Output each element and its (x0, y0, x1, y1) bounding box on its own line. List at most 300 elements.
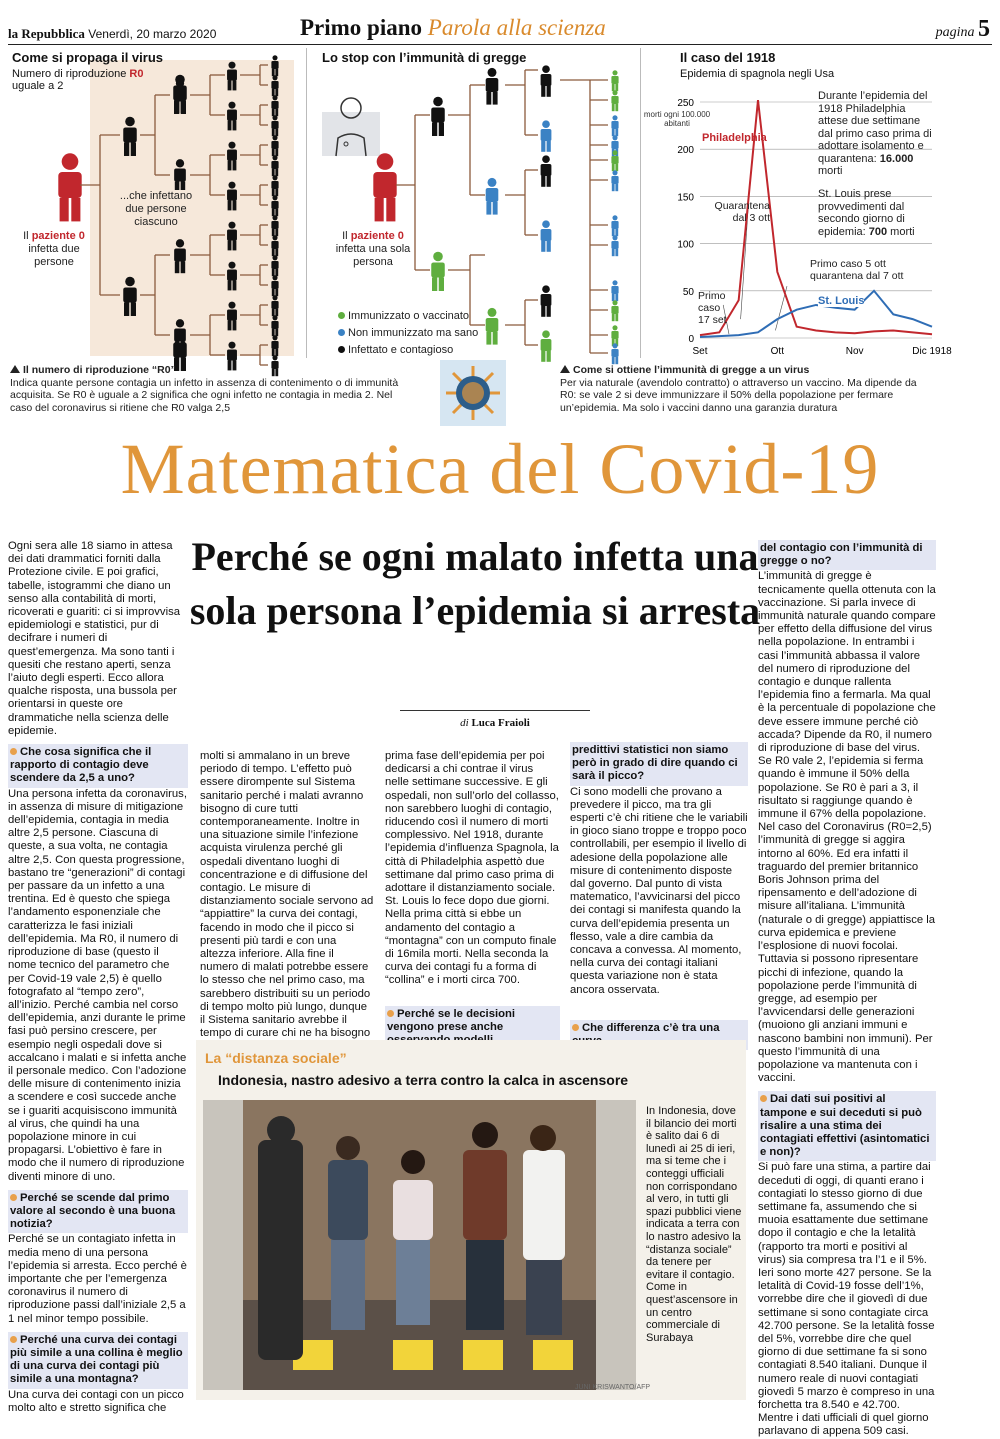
y-tick-label: 50 (683, 287, 695, 298)
person-head (272, 295, 277, 300)
person-leg (541, 141, 545, 152)
column-1 (8, 540, 188, 1390)
note-stlouis (818, 188, 933, 238)
person-body (541, 74, 552, 86)
person-leg (233, 121, 237, 131)
person-leg (181, 101, 186, 115)
person-body (611, 286, 618, 294)
y-unit: morti ogni 100.000 abitanti (642, 110, 712, 128)
person-head (612, 90, 617, 95)
paper-name: la Repubblica (8, 26, 85, 41)
column-4 (570, 742, 748, 1035)
person-head (542, 155, 550, 163)
y-tick-label: 150 (677, 192, 694, 203)
infected-person (541, 285, 552, 316)
person-body (173, 343, 187, 358)
person-leg (615, 104, 618, 111)
person-body (271, 341, 278, 349)
person-leg (272, 269, 275, 276)
person-body (227, 310, 237, 321)
person-head (176, 239, 184, 247)
person-body (173, 86, 187, 101)
person-head (488, 68, 497, 77)
column-3-text: prima fase dell’epidemia per poi dedicarsi a chi contrae il virus nelle settimane successive. E gli ospedali, non sull’orlo del collasso, non sarebbero luoghi di contagio, riducendo così il numero di morti complessivo. Nel 1918, durante l’epidemia d’influenza Spagnola, la città di Philadelphia aspettò due settimane dal primo caso prima di adottare il distanziamento sociale. St. Louis lo fece dopo due giorni. Nella prima città si ebbe un andamento del contagio a “montagna” con un computo finale di 16mila morti. Nella seconda la curva dei contagi fu a forma di “collina” e i morti circa 700. (385, 750, 560, 1000)
person-head (612, 280, 617, 285)
column-3 (385, 750, 560, 1035)
person-head (176, 159, 184, 167)
graphic3-subtitle: Epidemia di spagnola negli Usa (680, 68, 834, 80)
legend-item-infected (338, 342, 478, 359)
column-5-text: L’immunità di gregge è tecnicamente quella ottenuta con la vaccinazione. Si parla invece di immunità naturale quando compare per effetto della diffusione del virus nella popolazione. In entrambi i casi l’immunità abbassa il valore del numero di riproduzione del contagio e dunque rallenta l’epidemia fino a fermarla. Ma qual è la percentuale di popolazione che deve essere immune perché ciò accada? Dipende da R0, il numero di riproduzione di base del virus. Se R0 vale 2, l’epidemia si ferma quando è immune il 50% della popolazione. Se R0 è pari a 3, il risultato si raggiunge quando è immune il 67% della popolazione. Nel caso del Coronavirus (R0=2,5) l’immunità di gregge si aggira intorno al 60%. Ed era infatti il traguardo del premier britannico Boris Johnson prima del ripensamento e dell’adozione di misure all’italiana. L’immunità (naturale o di gregge) appiattisce la curva epidemica e previene l’esplosione di nuovi focolai. Tuttavia si possono ripresentare picchi di infezione, quando la popolazione perde l’immunità di gregge, ad esempio per l’avvicendarsi delle generazioni (muoiono gli anziani immuni e nascono bambini non immuni). Per questo l’immunità di una popolazione va mantenuta con i vaccini. (758, 570, 936, 1085)
person-head (488, 308, 497, 317)
question-1 (8, 744, 188, 788)
person-body (227, 350, 237, 361)
note1-a: Durante l’epidemia del 1918 Philadelphia attese due settimane dal primo caso prima di adottare isolamento e quarantena: (818, 90, 932, 165)
person-head (612, 150, 617, 155)
section-label: Primo piano (300, 15, 422, 40)
patient-zero (373, 153, 396, 221)
caption-r0 (10, 364, 400, 414)
person-leg (233, 161, 237, 171)
column-4-text: Ci sono modelli che provano a prevedere il picco, ma tra gli esperti c’è chi ritiene che le variabili in gioco siano troppe e troppo poco controllabili, per esempio il livello di adesione della popolazione alle misure di contenimento disposte dal governo. Dal punto di vista matematico, l’avvicinarsi del picco dei contagi si manifesta quando la curva dell’epidemia presenta un flesso, vale a dire cambia da concava a convessa. Al momento, nella curva dei contagi italiani questa variazione non è stata ancora osservata. (570, 786, 748, 1014)
legend-label-immune: Immunizzato o vaccinato (348, 310, 469, 322)
person-head (612, 235, 617, 240)
person-leg (493, 332, 498, 345)
person-leg (275, 109, 278, 116)
person-leg (375, 198, 384, 221)
person-leg (131, 143, 136, 157)
person-leg (486, 92, 491, 105)
person-body (611, 241, 618, 249)
patient-zero-note-2 (328, 230, 418, 269)
person-head (272, 215, 277, 220)
person-head (612, 325, 617, 330)
infected-gen3 (227, 142, 237, 171)
immune-person (431, 252, 445, 291)
person-leg (547, 141, 551, 152)
person-head (272, 255, 277, 260)
infected-gen3 (227, 262, 237, 291)
question-4-text: Perché se le decisioni vengono prese anche (387, 1008, 515, 1046)
graphic1-sub-post: uguale a 2 (12, 80, 63, 92)
infected-gen3 (227, 222, 237, 251)
issue-date: Venerdì, 20 marzo 2020 (88, 27, 216, 41)
person-leg (432, 123, 437, 137)
immune-person (486, 308, 499, 345)
person-head (228, 142, 235, 149)
person-head (612, 170, 617, 175)
person-leg (386, 198, 395, 221)
person-head (272, 55, 277, 60)
person-body (271, 241, 278, 249)
person-head (542, 220, 550, 228)
person-leg (275, 229, 278, 236)
person-leg (275, 169, 278, 176)
byline-pre: di (460, 717, 471, 729)
person-head (272, 115, 277, 120)
infected-gen4 (271, 255, 278, 276)
person-head (228, 302, 235, 309)
answer-3: Una curva dei contagi con un picco molto alto e stretto significa che (8, 1389, 188, 1415)
graphic3-title: Il caso del 1918 (680, 50, 775, 65)
person-head (175, 332, 185, 342)
graphic2-title: Lo stop con l’immunità di gregge (322, 50, 526, 65)
person-head (272, 135, 277, 140)
person-body (227, 150, 237, 161)
answer-2: Perché se un contagiato infetta in media meno di una persona l’epidemia si arresta. Ecco perché è importante che per l’emergenza coronavirus il numero di riproduzione passi dall’iniziale 2,5 a 1 nel minor tempo possibile. (8, 1233, 188, 1325)
person-head (272, 355, 277, 360)
person-body (271, 141, 278, 149)
infected-gen3 (227, 102, 237, 131)
photo-credit: JUNI KRISWANTO/AFP (575, 1384, 650, 1391)
person-head (228, 182, 235, 189)
person-head (228, 262, 235, 269)
person-body (271, 181, 278, 189)
person-leg (439, 123, 444, 137)
caption-herd-title: Come si ottiene l’immunità di gregge a un virus (573, 364, 809, 376)
person-head (272, 155, 277, 160)
note2-c: morti (887, 226, 915, 238)
person-leg (547, 241, 551, 252)
immune-person (541, 330, 552, 361)
person-leg (60, 198, 69, 221)
question-5-text: Che differenza c’è tra una (572, 1022, 719, 1047)
x-tick-label: Set (692, 346, 707, 357)
person-head (175, 75, 185, 85)
masthead-left (8, 26, 216, 42)
person-leg (615, 184, 618, 191)
x-tick-label: Dic 1918 (912, 346, 952, 357)
infected-gen4 (271, 195, 278, 216)
healthy-person (541, 120, 552, 151)
person-leg (275, 89, 278, 96)
column-2-text: molti si ammalano in un breve periodo di tempo. L’effetto può essere dirompente sul Sistema sanitario perché i malati avranno bisogno di cure tutti contemporaneamente. Inoltre in una situazione simile l’infezione acquista virulenza perché gli ospedali diventano luoghi di concentrazione e di diffusione del contagio. Le misure di distanziamento sociale servono ad “appiattire” la curva dei contagi, facendo in modo che il picco si presenti più tardi e con una altezza inferiore. Alla fine il numero di malati potrebbe essere lo stesso che nel primo caso, ma sarebbero distribuiti su un periodo di tempo molto più lungo, dunque il Sistema sanitario avrebbe il tempo di curare chi ne ha bisogno (200, 750, 375, 1054)
p0-post: infetta due persone (28, 243, 79, 268)
p0b-post: infetta una sola persona (336, 243, 411, 268)
person-leg (612, 184, 615, 191)
y-tick-label: 100 (677, 240, 694, 251)
infected-gen4 (271, 115, 278, 136)
person-leg (272, 229, 275, 236)
elevator-photo (203, 1100, 636, 1390)
person-body (271, 281, 278, 289)
sidebar-text: In Indonesia, dove il bilancio dei morti è salito dai 6 di lunedì ai 25 di ieri, ma si teme che i conteggi ufficiali non corrispondano al vero, in tutti gli spazi pubblici viene indicata a terra con lo nastro adesivo la “distanza sociale” da tenere per evitare il contagio. Come in quest’ascensore in un centro commerciale di Surabaya (646, 1105, 742, 1344)
y-tick-label: 0 (688, 334, 694, 345)
person-body (541, 164, 552, 176)
person-body (271, 61, 278, 69)
person-leg (547, 351, 551, 362)
person-leg (493, 92, 498, 105)
person-body (611, 121, 618, 129)
question-2-text: Perché se scende dal primo valore al secondo è una buona notizia? (10, 1192, 175, 1230)
person-leg (275, 329, 278, 336)
person-leg (612, 84, 615, 91)
legend (338, 308, 478, 359)
person-body (271, 261, 278, 269)
y-tick-label: 200 (677, 145, 694, 156)
legend-label-healthy: Non immunizzato ma sano (348, 327, 478, 339)
person-head (612, 115, 617, 120)
question-3-text: Perché una curva dei contagi più simile a una collina è meglio di una curva dei contagi più simile a una montagna? (10, 1334, 183, 1386)
person-leg (275, 189, 278, 196)
person-body (611, 96, 618, 104)
person-head (542, 120, 550, 128)
person-body (486, 188, 499, 202)
infected-gen3 (227, 182, 237, 211)
person-head (272, 175, 277, 180)
person-head (612, 70, 617, 75)
person-leg (233, 281, 237, 291)
person-head (228, 62, 235, 69)
tip-person (611, 90, 618, 111)
note1-c: morti (818, 165, 842, 177)
person-leg (547, 306, 551, 317)
person-leg (615, 84, 618, 91)
caption-herd (560, 364, 930, 414)
person-body (541, 294, 552, 306)
person-body (611, 156, 618, 164)
infected-gen4 (271, 155, 278, 176)
person-body (541, 229, 552, 241)
column-2 (200, 750, 375, 1035)
infected-gen4 (271, 215, 278, 236)
person-body (271, 321, 278, 329)
person-leg (275, 269, 278, 276)
question-1-text: Che cosa significa che il rapporto di contagio deve scendere da 2,5 a uno? (10, 746, 151, 784)
person-leg (272, 109, 275, 116)
infected-gen4 (271, 315, 278, 336)
tip-person (611, 70, 618, 91)
person-leg (272, 69, 275, 76)
infected-gen2 (174, 159, 186, 193)
person-leg (486, 202, 491, 215)
person-body (227, 190, 237, 201)
infected-gen1 (123, 117, 137, 156)
separator (306, 48, 307, 358)
person-body (271, 201, 278, 209)
x-tick-label: Ott (771, 346, 785, 357)
tip-person (611, 343, 618, 364)
person-leg (615, 129, 618, 136)
person-head (377, 153, 394, 170)
answer-1: Una persona infetta da coronavirus, in assenza di misure di mitigazione dell’epidemia, contagia in media altre 2,5 persone. Ciascuna di queste, a sua volta, ne contagia altre 2,5. Con questa progressione, bastano tre “generazioni” di contagi per passare da un infetto a una trentina. Ed è questo che spiega l’andamento esponenziale che caratterizza le fasi iniziali dell’epidemia. Ma R0, il numero di riproduzione di base (questo il nome tecnico del parametro che per Covid-19 vale 2,5) è quello fotografato al “tempo zero”, all’inizio. Perché cambia nel corso dell’epidemia, anzi durante le prime fasi può persino crescere, per esempio negli ospedali dove si accalcano i malati e si infetta anche il personale medico. Con l’adozione delle misure di contenimento inizia a scendere e così succede anche se i guariti acquisiscono immunità al virus, che quindi ha una popolazione minore in cui propagarsi. L’obiettivo è fare in modo che il numero di riproduzione diventi minore di uno. (8, 788, 188, 1184)
person-leg (612, 294, 615, 301)
note-quarantine-1: Quarantena dal 3 ott (700, 200, 770, 224)
graphic1-sub-pre: Numero di riproduzione (12, 68, 129, 80)
person-leg (612, 249, 615, 256)
person-leg (541, 176, 545, 187)
person-head (488, 178, 497, 187)
person-leg (131, 303, 136, 317)
person-leg (228, 81, 232, 91)
person-body (271, 221, 278, 229)
label-philadelphia: Philadelphia (702, 132, 767, 144)
person-leg (71, 198, 80, 221)
infected-gen3 (227, 302, 237, 331)
person-leg (612, 104, 615, 111)
person-head (272, 235, 277, 240)
infected-gen4 (271, 135, 278, 156)
person-body (611, 331, 618, 339)
infected-gen4 (271, 275, 278, 296)
infected-person (486, 68, 499, 105)
patient-zero-note (14, 230, 94, 269)
person-head (272, 315, 277, 320)
tip-person (611, 325, 618, 346)
person-head (272, 195, 277, 200)
person-leg (175, 262, 180, 274)
column-5 (758, 540, 936, 1395)
person-leg (228, 161, 232, 171)
person-leg (439, 278, 444, 292)
person-leg (228, 321, 232, 331)
person-leg (541, 306, 545, 317)
legend-item-healthy (338, 325, 478, 342)
person-leg (272, 89, 275, 96)
person-leg (272, 289, 275, 296)
article-headline: Perché se ogni malato infetta una sola persona l’epidemia si arresta (180, 530, 770, 638)
note-first-case: Primo caso 17 set (698, 290, 734, 326)
tip-person (611, 170, 618, 191)
infected-gen2-extra (173, 75, 187, 114)
person-head (125, 277, 135, 287)
person-head (272, 335, 277, 340)
question-2 (8, 1190, 188, 1234)
person-body (611, 221, 618, 229)
person-leg (228, 201, 232, 211)
person-leg (181, 262, 186, 274)
person-leg (275, 209, 278, 216)
sidebar-kicker: La “distanza sociale” (205, 1050, 347, 1066)
person-leg (486, 332, 491, 345)
graphic1-title: Come si propaga il virus (12, 50, 163, 65)
person-body (271, 161, 278, 169)
person-body (174, 169, 186, 182)
person-leg (272, 149, 275, 156)
tip-person (611, 300, 618, 321)
person-leg (233, 321, 237, 331)
person-leg (124, 303, 129, 317)
person-body (486, 78, 499, 92)
person-head (612, 300, 617, 305)
person-leg (233, 241, 237, 251)
infected-person (541, 65, 552, 96)
person-head (125, 117, 135, 127)
person-head (176, 319, 184, 327)
infected-gen4 (271, 95, 278, 116)
person-body (271, 101, 278, 109)
infected-person (431, 97, 445, 136)
person-leg (124, 143, 129, 157)
person-leg (432, 278, 437, 292)
section-title (300, 15, 606, 41)
page-kicker: Matematica del Covid-19 (40, 428, 960, 511)
person-leg (228, 241, 232, 251)
page-number (936, 16, 990, 43)
infected-gen2 (174, 239, 186, 273)
person-body (611, 349, 618, 357)
person-leg (541, 351, 545, 362)
legend-item-immune (338, 308, 478, 325)
person-leg (615, 229, 618, 236)
p0b-pre: Il (342, 230, 351, 242)
person-leg (612, 229, 615, 236)
person-body (174, 249, 186, 262)
person-head (433, 97, 443, 107)
infected-gen4 (271, 295, 278, 316)
person-leg (272, 169, 275, 176)
person-leg (272, 249, 275, 256)
person-body (611, 306, 618, 314)
infected-person (541, 155, 552, 186)
page-num: 5 (978, 16, 990, 42)
intro-paragraph: Ogni sera alle 18 siamo in attesa dei dati drammatici forniti dalla Protezione civile. E poi grafici, tabelle, istogrammi che diano un senso alla contabilità di morti, ricoverati e guariti: ci si improvvisa epidemiologi e statistici, pur di decifrare i numeri di quest’emergenza. Ma sono tanti i quesiti che restano aperti, senza l’aiuto degli esperti. Ecco allora qualche risposta, una bussola per orientarsi in queste ore drammatiche nella scienza delle epidemie. (8, 540, 188, 738)
label-stlouis: St. Louis (818, 295, 864, 307)
person-leg (275, 249, 278, 256)
person-head (62, 153, 79, 170)
person-leg (547, 176, 551, 187)
person-body (486, 318, 499, 332)
tree-mid-note: ...che infettano due persone ciascuno (116, 190, 196, 229)
question-3 (8, 1332, 188, 1389)
person-leg (233, 81, 237, 91)
person-leg (272, 129, 275, 136)
person-leg (615, 314, 618, 321)
person-leg (275, 149, 278, 156)
person-head (272, 75, 277, 80)
person-body (227, 110, 237, 121)
answer-6: Si può fare una stima, a partire dai deceduti di oggi, di quanti erano i contagiati lo stesso giorno di due settimane fa, assumendo che si muoia esattamente due settimane dopo il contagio e che la letalità (rapporto tra morti e positivi al virus) sia compresa tra l’1 e il 5%. Ieri sono morte 427 persone. Se la letalità di Covid-19 fosse dell’1%, vorrebbe dire che il giovedì di due settimane si sono contagiate circa 42.700 persone. Se la letalità fosse del 5%, vorrebbe dire che quel giorno di due settimane fa si sono contagiati 8.540 italiani. Dunque il numero reale di nuovi contagiati giovedì 5 marzo è compreso in una forchetta tra 8.540 e 42.700. Mentre i dati ufficiali di quel giorno parlavano di appena 509 casi. (758, 1161, 936, 1438)
person-body (58, 172, 81, 198)
person-leg (615, 249, 618, 256)
person-head (542, 65, 550, 73)
person-leg (272, 189, 275, 196)
person-head (542, 285, 550, 293)
note2-b: 700 (869, 226, 887, 238)
tip-person (611, 115, 618, 136)
note1-b: 16.000 (880, 153, 914, 165)
person-head (272, 95, 277, 100)
note2-a: St. Louis prese provvedimenti dal secondo giorno di epidemia: (818, 188, 905, 238)
person-body (227, 230, 237, 241)
byline (400, 710, 590, 729)
person-head (228, 342, 235, 349)
subsection-label: Parola alla scienza (428, 15, 606, 40)
caption-r0-title: Il numero di riproduzione “R0” (23, 364, 176, 376)
person-body (541, 129, 552, 141)
person-leg (228, 281, 232, 291)
person-leg (272, 329, 275, 336)
person-leg (541, 86, 545, 97)
sidebar-headline: Indonesia, nastro adesivo a terra contro la calca in ascensore (218, 1072, 628, 1088)
caption-herd-text: Per via naturale (avendolo contratto) o attraverso un vaccino. Ma dipende da R0: se vale 2 si deve immunizzare il 50% della popolazione per fermare un’epidemia. Ma solo i vaccini danno una garanzia duratura (560, 377, 917, 414)
person-leg (612, 164, 615, 171)
question-6 (758, 1091, 936, 1161)
person-leg (612, 129, 615, 136)
person-leg (275, 349, 278, 356)
person-leg (272, 309, 275, 316)
infected-gen4 (271, 75, 278, 96)
question-4-cont: predittivi statistici non siamo però in grado di dire quando ci sarà il picco? (570, 742, 748, 786)
graphic1-sub-r0: R0 (129, 68, 143, 80)
person-leg (233, 201, 237, 211)
top-rule (8, 44, 992, 45)
infected-gen4 (271, 235, 278, 256)
person-leg (275, 289, 278, 296)
person-leg (275, 129, 278, 136)
page-label: pagina (936, 25, 975, 40)
person-body (227, 70, 237, 81)
